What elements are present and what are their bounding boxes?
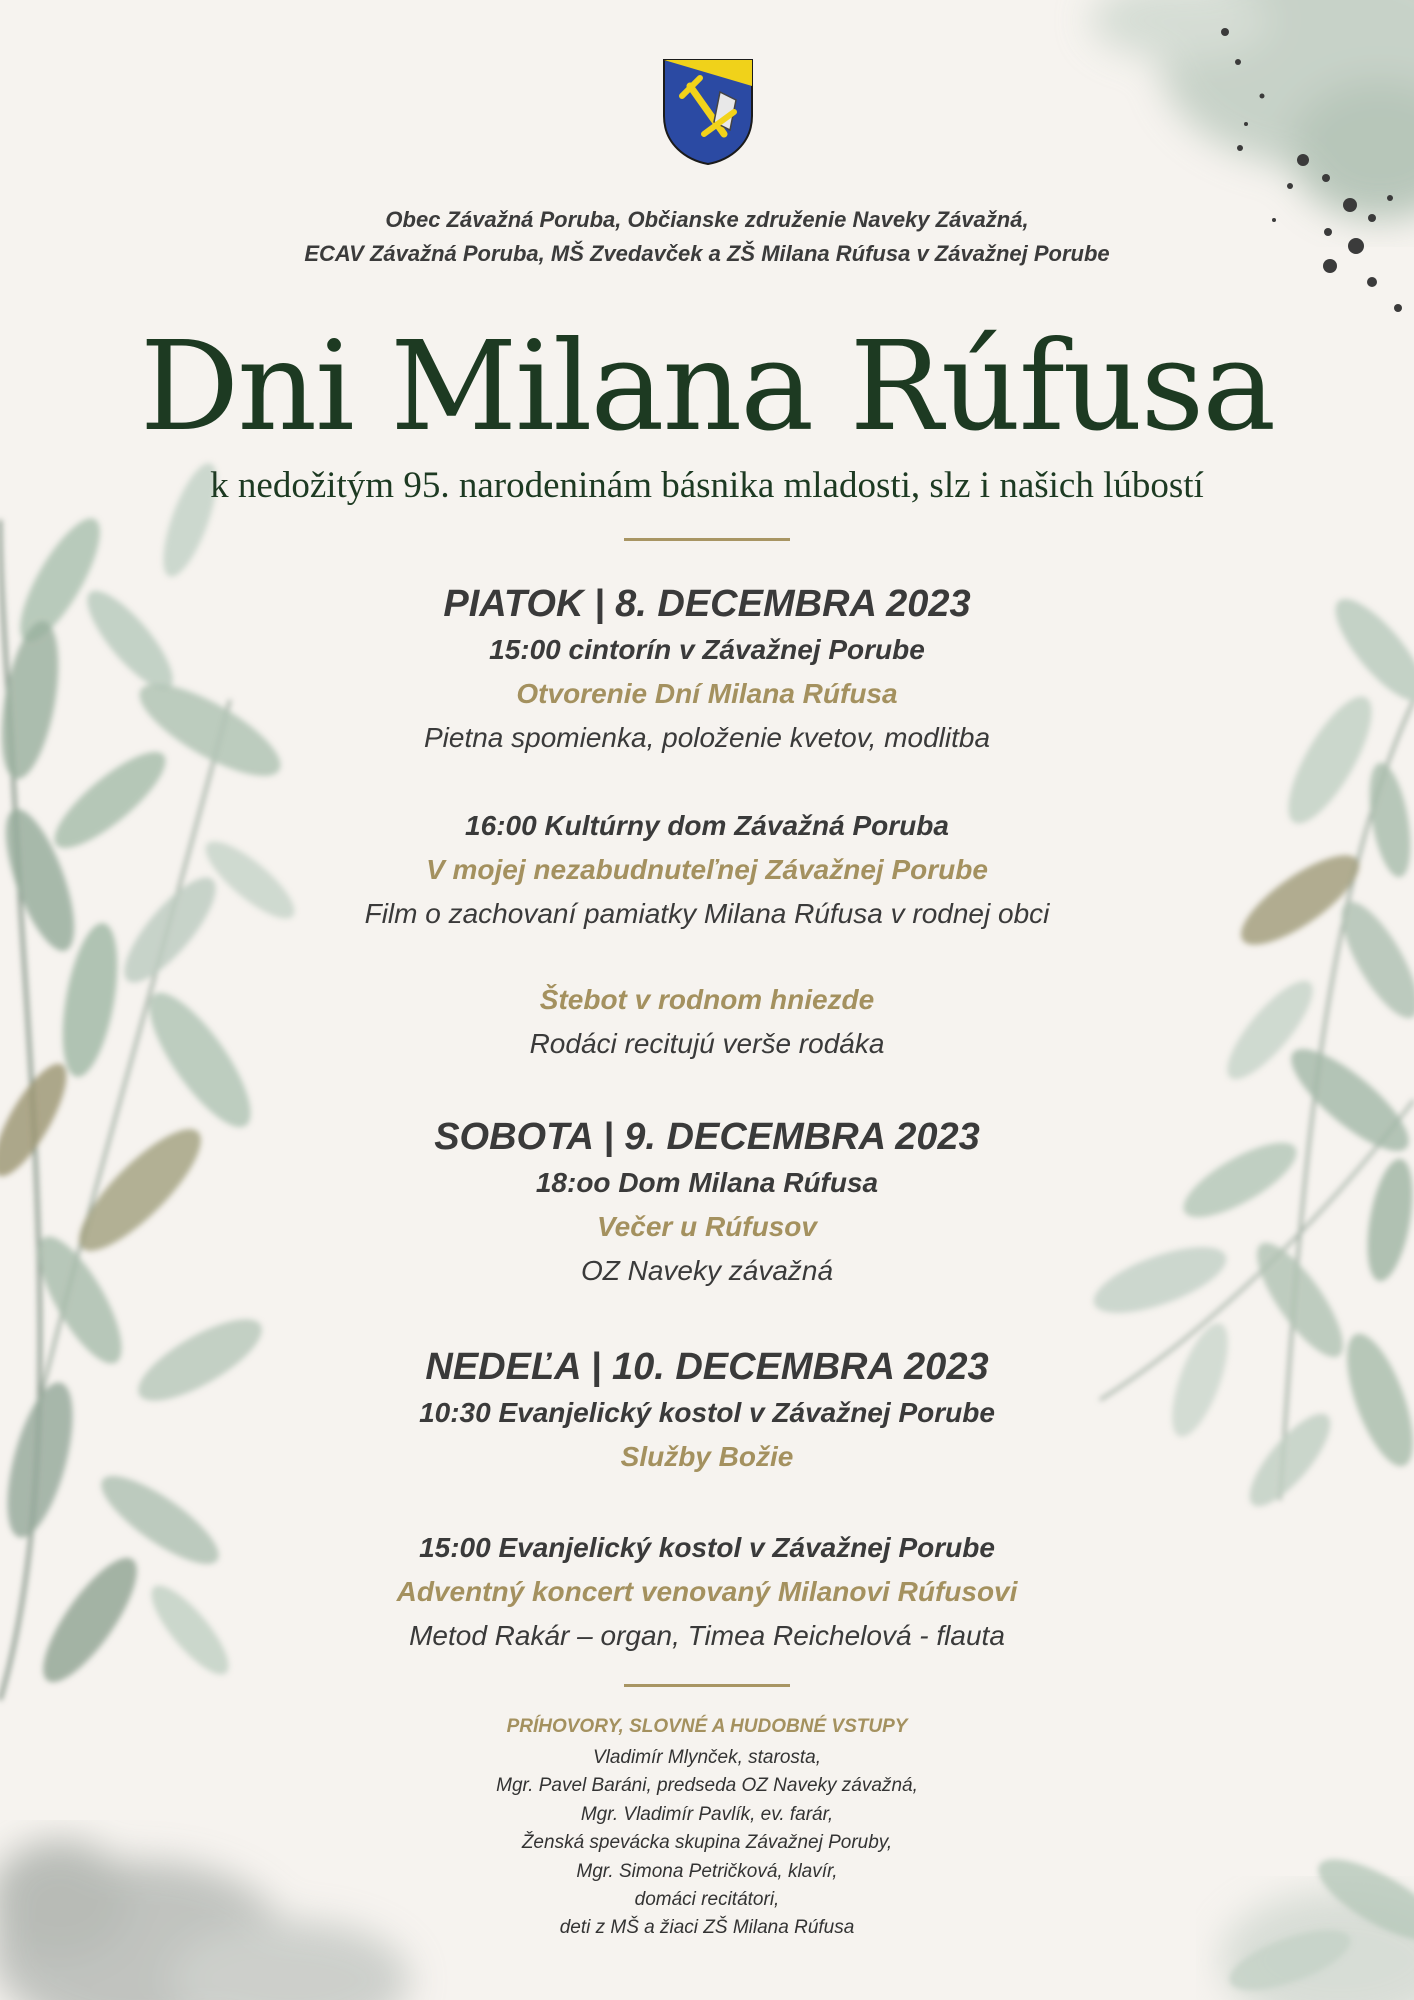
event-title: Štebot v rodnom hniezde: [539, 984, 875, 1015]
organizers-line-2: ECAV Závažná Poruba, MŠ Zvedavček a ZŠ Milana Rúfusa v Závažnej Porube: [304, 241, 1110, 266]
day-friday: [0, 580, 1414, 760]
credits-line: domáci recitátori,: [634, 1889, 780, 1911]
credits-line: Ženská spevácka skupina Závažnej Poruby,: [521, 1832, 893, 1854]
municipal-crest-icon: [660, 56, 756, 166]
credits-line: Mgr. Simona Petričková, klavír,: [576, 1860, 838, 1882]
event-title: V mojej nezabudnuteľnej Závažnej Porube: [426, 854, 988, 885]
divider-top: [624, 538, 790, 541]
credits-line: deti z MŠ a žiaci ZŠ Milana Rúfusa: [559, 1917, 855, 1939]
event-title: Služby Božie: [620, 1441, 794, 1472]
day-heading: PIATOK | 8. DECEMBRA 2023: [443, 583, 971, 625]
event-description: Pietna spomienka, položenie kvetov, modlitba: [423, 722, 991, 753]
event-place: 10:30 Evanjelický kostol v Závažnej Porube: [419, 1397, 995, 1428]
page-title: Dni Milana Rúfusa: [139, 315, 1275, 459]
event-title: Večer u Rúfusov: [597, 1211, 817, 1242]
day-saturday: [0, 1113, 1414, 1293]
event-description: OZ Naveky závažná: [580, 1255, 834, 1286]
event-description: Rodáci recitujú verše rodáka: [529, 1028, 885, 1059]
event-place: 15:00 cintorín v Závažnej Porube: [489, 634, 925, 665]
organizers: [0, 203, 1414, 271]
subtitle: k nedožitým 95. narodeninám básnika mladosti, slz i našich lúbostí: [210, 465, 1204, 506]
event-block: [0, 978, 1414, 1066]
event-description: Metod Rakár – organ, Timea Reichelová - flauta: [409, 1620, 1005, 1651]
organizers-line-1: Obec Závažná Poruba, Občianske združenie Naveky Závažná,: [385, 207, 1029, 232]
day-sunday: [0, 1343, 1414, 1479]
event-place: 15:00 Evanjelický kostol v Závažnej Porube: [419, 1532, 995, 1563]
event-description: Film o zachovaní pamiatky Milana Rúfusa v rodnej obci: [364, 898, 1050, 929]
credits-heading: PRÍHOVORY, SLOVNÉ A HUDOBNÉ VSTUPY: [506, 1716, 908, 1737]
event-block: [0, 804, 1414, 936]
credits-line: Mgr. Vladimír Pavlík, ev. farár,: [580, 1803, 834, 1825]
event-title: Adventný koncert venovaný Milanovi Rúfusovi: [396, 1576, 1018, 1607]
credits-list: [0, 1744, 1414, 1943]
credits-line: Mgr. Pavel Baráni, predseda OZ Naveky závažná,: [496, 1775, 918, 1797]
credits-line: Vladimír Mlynček, starosta,: [592, 1747, 822, 1768]
event-place: 16:00 Kultúrny dom Závažná Poruba: [465, 810, 949, 841]
event-block: [0, 1526, 1414, 1658]
event-place: 18:oo Dom Milana Rúfusa: [535, 1167, 879, 1198]
day-heading: NEDEĽA | 10. DECEMBRA 2023: [425, 1346, 989, 1388]
event-title: Otvorenie Dní Milana Rúfusa: [516, 678, 898, 709]
divider-bottom: [624, 1684, 790, 1687]
day-heading: SOBOTA | 9. DECEMBRA 2023: [434, 1116, 980, 1158]
